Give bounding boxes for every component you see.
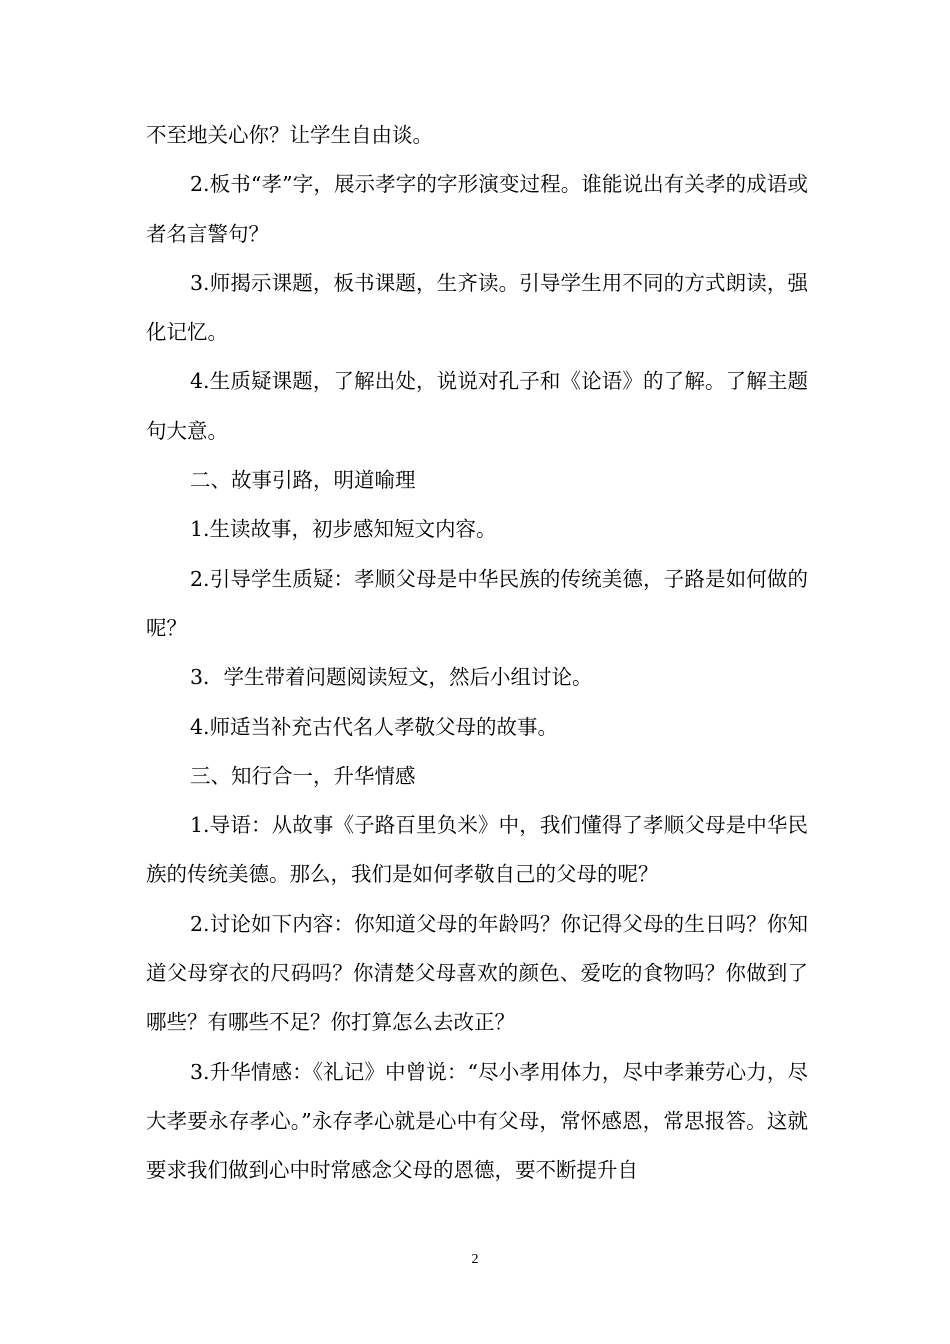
page-number: 2	[471, 1252, 479, 1267]
paragraph: 1.导语：从故事《子路百里负米》中，我们懂得了孝顺父母是中华民族的传统美德。那么，我们是如何孝敬自己的父母的呢？	[146, 813, 808, 887]
document-body	[146, 111, 808, 1196]
paragraph: 3.升华情感：《礼记》中曾说：“尽小孝用体力，尽中孝兼劳心力，尽大孝要永存孝心。”永存孝心就是心中有父母，常怀感恩，常思报答。这就要求我们做到心中时常感念父母的恩德，要不断提升自	[146, 1059, 808, 1183]
section-heading: 三、知行合一，升华情感	[190, 763, 416, 788]
paragraph: 2.板书“孝”字，展示孝字的字形演变过程。谁能说出有关孝的成语或者名言警句？	[146, 172, 808, 246]
paragraph: 1.生读故事，初步感知短文内容。	[190, 517, 497, 542]
section-heading: 二、故事引路，明道喻理	[190, 468, 416, 493]
paragraph: 不至地关心你？让学生自由谈。	[146, 123, 433, 147]
paragraph: 4.生质疑课题，了解出处，说说对孔子和《论语》的了解。了解主题句大意。	[146, 369, 808, 443]
paragraph: 2.引导学生质疑：孝顺父母是中华民族的传统美德，子路是如何做的呢？	[146, 566, 808, 640]
paragraph: 3.师揭示课题，板书课题，生齐读。引导学生用不同的方式朗读，强化记忆。	[146, 270, 808, 345]
paragraph: 2.讨论如下内容：你知道父母的年龄吗？你记得父母的生日吗？你知道父母穿衣的尺码吗？你清楚父母喜欢的颜色、爱吃的食物吗？你做到了哪些？有哪些不足？你打算怎么去改正？	[146, 911, 808, 1035]
paragraph: 4.师适当补充古代名人孝敬父母的故事。	[190, 714, 559, 739]
paragraph: 3．学生带着问题阅读短文，然后小组讨论。	[190, 665, 593, 690]
